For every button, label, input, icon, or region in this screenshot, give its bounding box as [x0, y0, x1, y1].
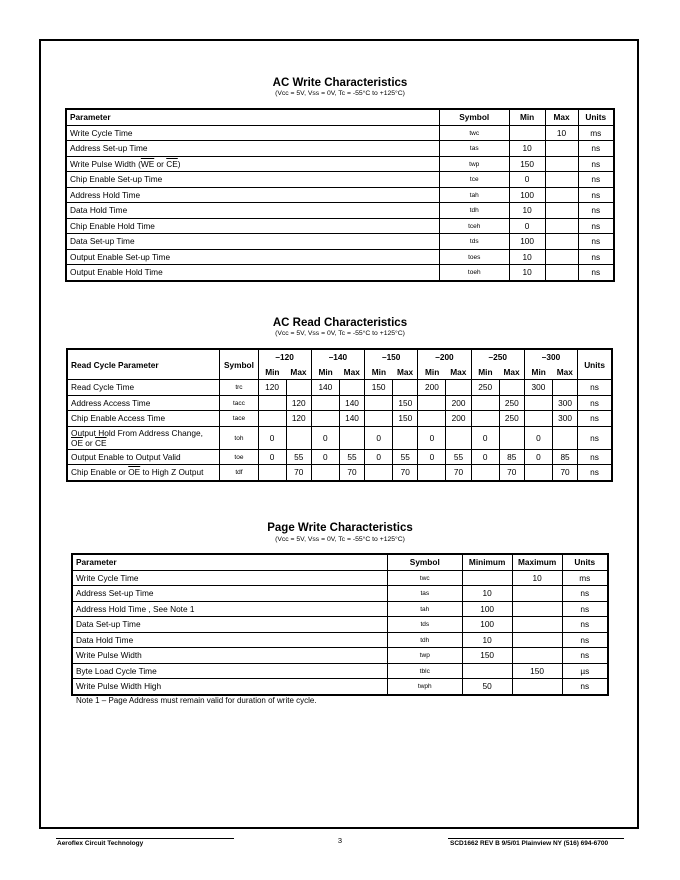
param-cell: [66, 156, 439, 172]
max-cell: 250: [499, 411, 524, 427]
max-cell: [545, 265, 578, 281]
max-cell: 140: [339, 395, 364, 411]
units-cell: ns: [578, 234, 614, 250]
table-row: [67, 426, 612, 449]
symbol: tace: [232, 415, 246, 423]
units-cell: ns: [562, 617, 608, 633]
param-cell: Address Set-up Time: [66, 141, 439, 157]
symbol-cell: [387, 617, 462, 633]
min-cell: [471, 411, 499, 427]
symbol: trc: [235, 384, 243, 392]
min-cell: [418, 465, 446, 481]
max-cell: 55: [339, 449, 364, 465]
min-cell: [311, 411, 339, 427]
min-cell: [509, 125, 545, 141]
symbol: tdh: [469, 207, 479, 215]
param-cell: Data Set-up Time: [66, 234, 439, 250]
page-header-row: [72, 554, 608, 570]
max-cell: [393, 380, 418, 396]
param-cell: Write Cycle Time: [72, 570, 387, 586]
table-row: [66, 265, 614, 281]
table-row: [72, 679, 608, 695]
symbol-cell: [439, 249, 509, 265]
read-header-symbol: Symbol: [220, 349, 258, 380]
read-header-row: [67, 349, 612, 365]
symbol-cell: [439, 203, 509, 219]
write-table: [65, 108, 615, 282]
symbol: tblc: [419, 667, 430, 675]
speed-grade: –200: [418, 349, 471, 365]
speed-grade: –150: [365, 349, 418, 365]
min-cell: 150: [509, 156, 545, 172]
units-cell: ms: [578, 125, 614, 141]
symbol: tceh: [468, 222, 481, 230]
min-cell: 120: [258, 380, 286, 396]
param-cell: Address Hold Time: [66, 187, 439, 203]
symbol: toeh: [467, 269, 481, 277]
min-cell: 10: [462, 632, 512, 648]
symbol: tah: [469, 191, 479, 199]
units-cell: ns: [578, 395, 612, 411]
min-label: Min: [311, 365, 339, 380]
min-label: Min: [365, 365, 393, 380]
max-cell: 200: [446, 395, 471, 411]
symbol-cell: [439, 125, 509, 141]
units-cell: ms: [562, 570, 608, 586]
symbol-cell: [220, 380, 258, 396]
min-cell: 0: [258, 449, 286, 465]
symbol-cell: [387, 648, 462, 664]
max-cell: 10: [545, 125, 578, 141]
symbol: twp: [419, 652, 430, 660]
param-cell: [67, 426, 220, 449]
param-cell: Data Hold Time: [66, 203, 439, 219]
speed-grade: –140: [311, 349, 364, 365]
min-cell: [462, 570, 512, 586]
max-cell: [545, 249, 578, 265]
write-header-row: [66, 109, 614, 125]
units-cell: ns: [578, 380, 612, 396]
symbol: tdh: [420, 636, 430, 644]
min-cell: [258, 395, 286, 411]
read-header-param: Read Cycle Parameter: [67, 349, 220, 380]
max-cell: 70: [393, 465, 418, 481]
param-cell: Chip Enable Set-up Time: [66, 172, 439, 188]
page-header-max: Maximum: [512, 554, 562, 570]
symbol: tce: [469, 176, 479, 184]
param-cell: Chip Enable Hold Time: [66, 218, 439, 234]
max-cell: 55: [286, 449, 311, 465]
write-header-symbol: Symbol: [439, 109, 509, 125]
min-cell: 0: [509, 218, 545, 234]
table-row: [66, 249, 614, 265]
page-conditions: (Vcc = 5V, Vss = 0V, Tc = -55°C to +125°C): [275, 536, 405, 543]
page-table: [71, 553, 609, 696]
table-row: [66, 234, 614, 250]
units-cell: ns: [578, 411, 612, 427]
max-label: Max: [553, 365, 578, 380]
max-cell: [446, 380, 471, 396]
min-cell: 200: [418, 380, 446, 396]
max-cell: [545, 172, 578, 188]
units-cell: ns: [578, 203, 614, 219]
max-cell: [499, 380, 524, 396]
param-cell: Byte Load Cycle Time: [72, 663, 387, 679]
page-header-units: Units: [562, 554, 608, 570]
write-header-units: Units: [578, 109, 614, 125]
min-cell: [418, 411, 446, 427]
symbol-cell: [439, 265, 509, 281]
table-row: [72, 586, 608, 602]
units-cell: ns: [578, 141, 614, 157]
min-cell: 0: [524, 449, 552, 465]
param-cell: Output Enable Hold Time: [66, 265, 439, 281]
min-cell: 0: [365, 426, 393, 449]
symbol-cell: [220, 449, 258, 465]
read-conditions: (Vcc = 5V, Vss = 0V, Tc = -55°C to +125°C): [275, 330, 405, 337]
min-cell: 140: [311, 380, 339, 396]
table-row: [66, 141, 614, 157]
min-label: Min: [471, 365, 499, 380]
table-row: [67, 449, 612, 465]
param-text: $\overline{CE}$: [166, 158, 178, 169]
symbol: toes: [468, 253, 481, 261]
page-note: Note 1 – Page Address must remain valid for duration of write cycle.: [76, 696, 317, 705]
table-row: [67, 395, 612, 411]
units-cell: ns: [578, 265, 614, 281]
max-label: Max: [499, 365, 524, 380]
max-cell: 150: [393, 395, 418, 411]
param-cell: Chip Enable Access Time: [67, 411, 220, 427]
table-row: [72, 663, 608, 679]
units-cell: ns: [578, 249, 614, 265]
max-label: Max: [393, 365, 418, 380]
max-cell: [553, 426, 578, 449]
symbol-cell: [439, 187, 509, 203]
symbol-cell: [439, 156, 509, 172]
min-cell: 0: [258, 426, 286, 449]
min-cell: 100: [462, 617, 512, 633]
max-cell: 85: [499, 449, 524, 465]
write-header-param: Parameter: [66, 109, 439, 125]
min-label: Min: [258, 365, 286, 380]
min-cell: 0: [524, 426, 552, 449]
max-label: Max: [286, 365, 311, 380]
min-cell: 150: [365, 380, 393, 396]
min-cell: 0: [418, 426, 446, 449]
read-header-units: Units: [578, 349, 612, 380]
max-cell: 300: [553, 395, 578, 411]
max-cell: [512, 601, 562, 617]
max-cell: [512, 648, 562, 664]
units-cell: ns: [562, 679, 608, 695]
units-cell: ns: [578, 156, 614, 172]
param-cell: [67, 465, 220, 481]
table-row: [72, 617, 608, 633]
max-cell: 120: [286, 411, 311, 427]
param-text: Write Pulse Width (: [70, 158, 141, 169]
units-cell: ns: [578, 187, 614, 203]
symbol: tah: [420, 605, 430, 613]
table-row: [66, 203, 614, 219]
max-cell: 300: [553, 411, 578, 427]
min-cell: [311, 465, 339, 481]
param-cell: Read Cycle Time: [67, 380, 220, 396]
param-text: $\overline{OE}$: [128, 467, 141, 478]
units-cell: ns: [562, 648, 608, 664]
symbol-cell: [220, 426, 258, 449]
min-cell: 100: [509, 234, 545, 250]
max-cell: 85: [553, 449, 578, 465]
page-header-min: Minimum: [462, 554, 512, 570]
max-cell: 140: [339, 411, 364, 427]
max-cell: [545, 203, 578, 219]
min-cell: [418, 395, 446, 411]
units-cell: ns: [562, 586, 608, 602]
min-cell: [471, 465, 499, 481]
units-cell: ns: [578, 449, 612, 465]
min-cell: 0: [471, 426, 499, 449]
max-cell: 55: [393, 449, 418, 465]
param-text: $\overline{CE}$: [95, 437, 107, 448]
units-cell: ns: [578, 172, 614, 188]
min-cell: 100: [509, 187, 545, 203]
page-header-param: Parameter: [72, 554, 387, 570]
symbol: tdf: [235, 469, 243, 477]
min-cell: 10: [509, 265, 545, 281]
max-cell: [553, 380, 578, 396]
param-text: Output Hold From Address Change,: [71, 427, 203, 438]
min-label: Min: [524, 365, 552, 380]
symbol: tds: [420, 621, 430, 629]
min-cell: [471, 395, 499, 411]
min-cell: 300: [524, 380, 552, 396]
param-cell: Output Enable to Output Valid: [67, 449, 220, 465]
max-cell: 70: [553, 465, 578, 481]
min-cell: 0: [311, 426, 339, 449]
param-cell: Write Pulse Width: [72, 648, 387, 664]
min-cell: [258, 411, 286, 427]
table-row: [72, 601, 608, 617]
max-cell: [512, 679, 562, 695]
min-cell: [258, 465, 286, 481]
max-cell: 70: [499, 465, 524, 481]
table-row: [66, 125, 614, 141]
units-cell: ns: [562, 632, 608, 648]
max-label: Max: [339, 365, 364, 380]
min-cell: 0: [471, 449, 499, 465]
table-row: [67, 465, 612, 481]
table-row: [72, 570, 608, 586]
param-text: $\overline{OE}$: [71, 437, 83, 448]
table-row: [66, 172, 614, 188]
symbol-cell: [439, 234, 509, 250]
param-text: or: [154, 158, 167, 169]
min-cell: [365, 411, 393, 427]
symbol-cell: [220, 395, 258, 411]
footer-company: Aeroflex Circuit Technology: [57, 840, 144, 847]
table-row: [72, 648, 608, 664]
symbol: tds: [469, 238, 479, 246]
symbol: tacc: [232, 399, 245, 407]
max-cell: [512, 586, 562, 602]
max-cell: 150: [512, 663, 562, 679]
symbol: tas: [420, 590, 430, 598]
symbol-cell: [439, 141, 509, 157]
symbol-cell: [387, 570, 462, 586]
max-cell: [545, 187, 578, 203]
param-text: to High Z Output: [140, 467, 204, 478]
page-title: Page Write Characteristics: [267, 522, 413, 534]
min-label: Min: [418, 365, 446, 380]
table-row: [66, 187, 614, 203]
max-cell: [286, 426, 311, 449]
page-header-symbol: Symbol: [387, 554, 462, 570]
max-cell: [512, 617, 562, 633]
min-cell: [311, 395, 339, 411]
max-cell: [545, 234, 578, 250]
table-row: [66, 156, 614, 172]
table-row: [72, 632, 608, 648]
param-cell: Data Hold Time: [72, 632, 387, 648]
max-cell: 10: [512, 570, 562, 586]
max-cell: 150: [393, 411, 418, 427]
max-cell: 70: [339, 465, 364, 481]
min-cell: [365, 465, 393, 481]
max-label: Max: [446, 365, 471, 380]
speed-grade: –300: [524, 349, 577, 365]
max-cell: 55: [446, 449, 471, 465]
min-cell: [462, 663, 512, 679]
param-cell: Data Set-up Time: [72, 617, 387, 633]
max-cell: [339, 426, 364, 449]
read-title: AC Read Characteristics: [272, 317, 408, 329]
speed-grade: –250: [471, 349, 524, 365]
max-cell: [393, 426, 418, 449]
table-row: [66, 218, 614, 234]
symbol-cell: [220, 465, 258, 481]
symbol-cell: [439, 218, 509, 234]
symbol: toe: [234, 453, 244, 461]
table-row: [67, 380, 612, 396]
param-cell: Write Pulse Width High: [72, 679, 387, 695]
param-cell: Address Set-up Time: [72, 586, 387, 602]
max-cell: [499, 426, 524, 449]
symbol: twph: [417, 683, 432, 691]
min-cell: [524, 411, 552, 427]
symbol: twc: [419, 574, 430, 582]
symbol-cell: [387, 632, 462, 648]
param-text: $\overline{WE}$: [140, 158, 155, 169]
min-cell: 150: [462, 648, 512, 664]
symbol-cell: [387, 679, 462, 695]
min-cell: [365, 395, 393, 411]
read-table: [66, 348, 613, 482]
min-cell: [524, 395, 552, 411]
min-cell: 10: [462, 586, 512, 602]
symbol: toh: [234, 434, 244, 442]
min-cell: 10: [509, 203, 545, 219]
symbol: twc: [469, 129, 480, 137]
symbol: twp: [469, 160, 480, 168]
write-conditions: (Vcc = 5V, Vss = 0V, Tc = -55°C to +125°C): [275, 90, 405, 97]
units-cell: ns: [578, 218, 614, 234]
min-cell: 50: [462, 679, 512, 695]
symbol-cell: [220, 411, 258, 427]
max-cell: [545, 218, 578, 234]
param-cell: Address Access Time: [67, 395, 220, 411]
param-cell: Write Cycle Time: [66, 125, 439, 141]
max-cell: 200: [446, 411, 471, 427]
symbol-cell: [439, 172, 509, 188]
max-cell: 70: [446, 465, 471, 481]
write-title: AC Write Characteristics: [272, 77, 408, 89]
min-cell: 10: [509, 249, 545, 265]
min-cell: 0: [311, 449, 339, 465]
param-text: Chip Enable or: [71, 467, 129, 478]
min-cell: 0: [509, 172, 545, 188]
max-cell: 120: [286, 395, 311, 411]
max-cell: [545, 141, 578, 157]
symbol-cell: [387, 663, 462, 679]
min-cell: 0: [418, 449, 446, 465]
min-cell: [524, 465, 552, 481]
speed-grade: –120: [258, 349, 311, 365]
write-header-max: Max: [545, 109, 578, 125]
symbol: tas: [469, 145, 479, 153]
min-cell: 10: [509, 141, 545, 157]
min-cell: 100: [462, 601, 512, 617]
page-number: 3: [337, 836, 343, 845]
footer-docref: SCD1662 REV B 9/5/01 Plainview NY (516) 694-6700: [450, 840, 609, 847]
units-cell: ns: [562, 601, 608, 617]
max-cell: 250: [499, 395, 524, 411]
max-cell: [286, 380, 311, 396]
table-row: [67, 411, 612, 427]
min-cell: 0: [365, 449, 393, 465]
param-cell: Output Enable Set-up Time: [66, 249, 439, 265]
param-text: ): [177, 158, 181, 169]
units-cell: µs: [562, 663, 608, 679]
param-text: or: [83, 437, 95, 448]
max-cell: [339, 380, 364, 396]
max-cell: [545, 156, 578, 172]
max-cell: [512, 632, 562, 648]
min-cell: 250: [471, 380, 499, 396]
units-cell: ns: [578, 426, 612, 449]
param-cell: Address Hold Time , See Note 1: [72, 601, 387, 617]
units-cell: ns: [578, 465, 612, 481]
max-cell: [446, 426, 471, 449]
symbol-cell: [387, 586, 462, 602]
max-cell: 70: [286, 465, 311, 481]
write-header-min: Min: [509, 109, 545, 125]
symbol-cell: [387, 601, 462, 617]
